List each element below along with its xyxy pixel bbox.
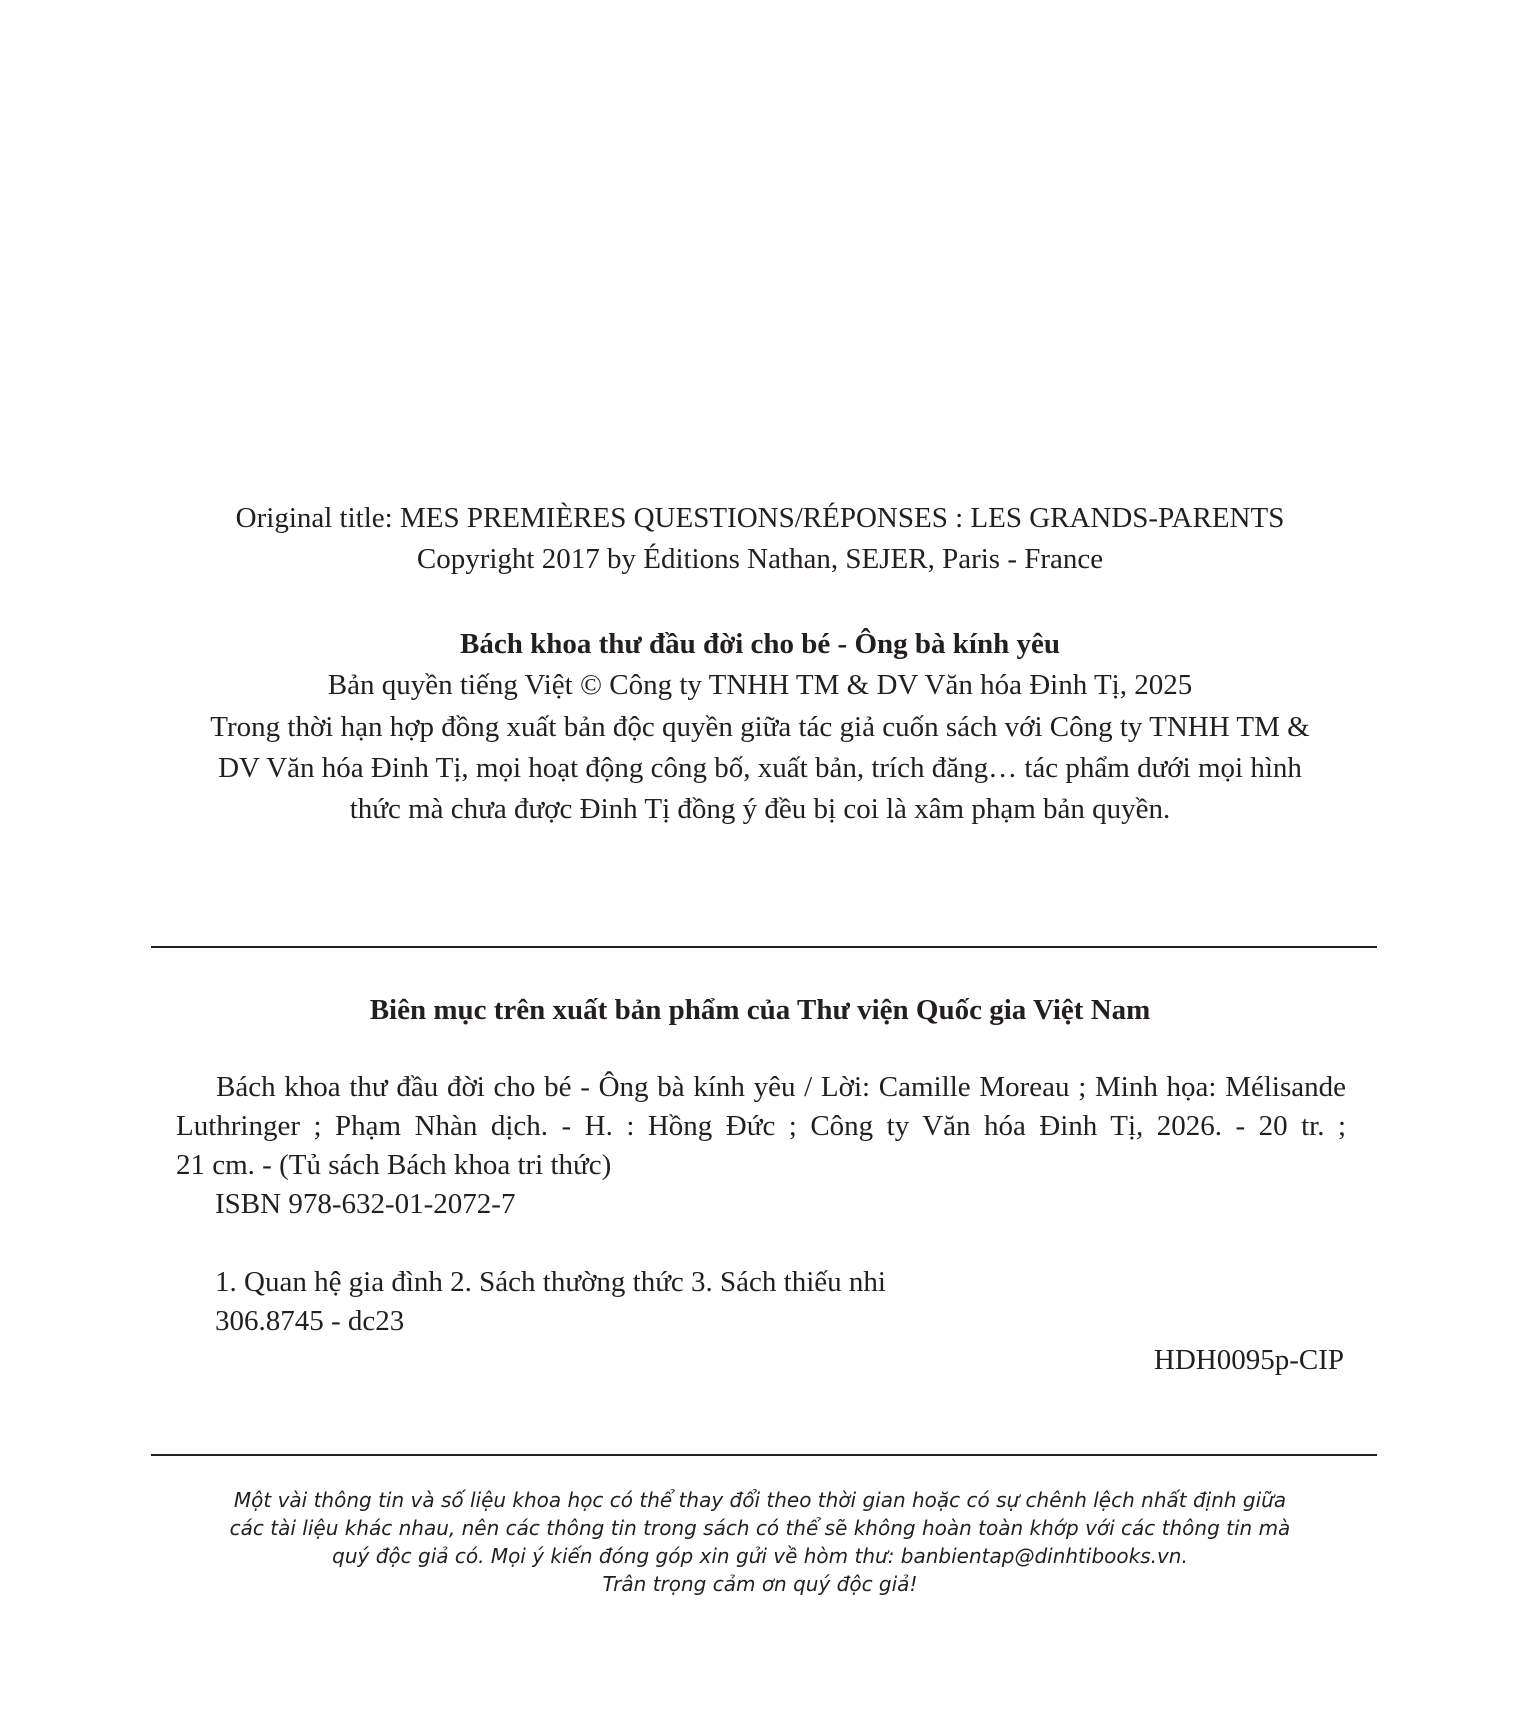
cip-heading: Biên mục trên xuất bản phẩm của Thư viện Quốc gia Việt Nam: [369, 994, 1151, 1026]
cip-description-line: 21 cm. - (Tủ sách Bách khoa tri thức): [176, 1149, 612, 1181]
cip-description-line: Luthringer ; Phạm Nhàn dịch. - H. : Hồng Đức ; Công ty Văn hóa Đinh Tị, 2026. - 20 tr. ;: [176, 1110, 1346, 1142]
footer-note-line: Một vài thông tin và số liệu khoa học có thể thay đổi theo thời gian hoặc có sự chênh lệch nhất định giữa: [233, 1488, 1287, 1512]
original-title: Original title: MES PREMIÈRES QUESTIONS/RÉPONSES : LES GRANDS-PARENTS: [235, 502, 1285, 534]
footer-note-line: các tài liệu khác nhau, nên các thông tin trong sách có thể sẽ không hoàn toàn khớp với các thông tin mà: [229, 1516, 1291, 1540]
cip-description-line: Bách khoa thư đầu đời cho bé - Ông bà kính yêu / Lời: Camille Moreau ; Minh họa: Mélisande: [216, 1071, 1346, 1103]
original-copyright: Copyright 2017 by Éditions Nathan, SEJER, Paris - France: [416, 543, 1104, 575]
footer-note-line: Trân trọng cảm ơn quý độc giả!: [602, 1572, 918, 1596]
cip-isbn: ISBN 978-632-01-2072-7: [215, 1188, 516, 1220]
vietnamese-title: Bách khoa thư đầu đời cho bé - Ông bà kính yêu: [460, 628, 1060, 660]
vietnamese-copyright: Bản quyền tiếng Việt © Công ty TNHH TM & DV Văn hóa Đinh Tị, 2025: [327, 669, 1193, 701]
cip-description: [176, 1068, 1346, 1185]
top-divider: [151, 946, 1377, 948]
rights-notice-line: Trong thời hạn hợp đồng xuất bản độc quyền giữa tác giả cuốn sách với Công ty TNHH TM &: [210, 711, 1310, 743]
rights-notice-line: thức mà chưa được Đinh Tị đồng ý đều bị coi là xâm phạm bản quyền.: [349, 793, 1171, 825]
footer-note-line: quý độc giả có. Mọi ý kiến đóng góp xin gửi về hòm thư: banbientap@dinhtibooks.vn.: [332, 1544, 1188, 1568]
cip-classification: 306.8745 - dc23: [215, 1305, 405, 1337]
cip-record-id: HDH0095p-CIP: [1153, 1344, 1344, 1376]
rights-notice-line: DV Văn hóa Đinh Tị, mọi hoạt động công bố, xuất bản, trích đăng… tác phẩm dưới mọi hình: [218, 752, 1302, 784]
cip-subjects: 1. Quan hệ gia đình 2. Sách thường thức 3. Sách thiếu nhi: [215, 1266, 886, 1298]
bottom-divider: [151, 1454, 1377, 1456]
